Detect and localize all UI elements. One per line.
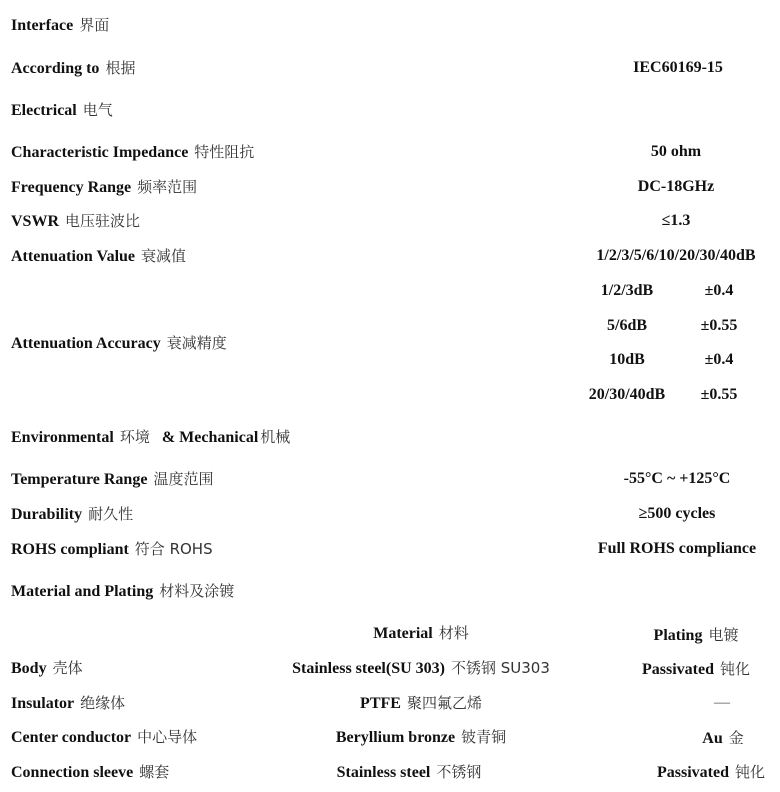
accuracy-att-cell: 5/6dB [606,317,648,334]
section-environmental [11,427,290,448]
section-label-en-2: & Mechanical [161,429,259,446]
material-cell [337,762,482,783]
section-material [11,581,234,602]
header-cn: 材料 [438,624,469,642]
material-cell [336,727,506,748]
label-cn: 温度范围 [153,470,214,488]
label-en: Frequency Range [11,179,132,196]
frequency-value: DC-18GHz [637,178,715,195]
cell-cn: 钝化 [734,763,766,781]
cell-cn: 铍青铜 [461,728,507,746]
cell-cn: 金 [728,729,744,747]
label-cn: 壳体 [52,659,83,677]
durability-label [11,504,133,525]
label-en: Durability [11,506,83,523]
cell-en: PTFE [360,695,401,712]
vswr-value: ≤1.3 [661,212,691,229]
cell-cn: 不锈钢 SU303 [450,659,550,677]
att-accuracy-label [11,333,227,354]
part-label [11,693,125,714]
label-cn: 特性阻抗 [194,143,255,161]
part-label [11,727,197,748]
section-label-en: Material and Plating [11,583,154,600]
cell-en: Beryllium bronze [335,729,456,746]
temperature-value: -55°C ~ +125°C [623,470,731,487]
plating-cell [642,659,750,680]
frequency-label [11,177,197,198]
rohs-value: Full ROHS compliance [597,540,757,557]
accuracy-att-cell: 20/30/40dB [588,386,666,403]
section-label-cn: 环境 [119,428,150,446]
label-en: ROHS compliant [11,541,129,558]
section-label-cn-2: 机械 [260,428,291,446]
cell-en: Stainless steel(SU 303) [292,660,445,677]
accuracy-acc-cell: ±0.55 [700,317,738,334]
header-en: Plating [653,627,703,644]
according-value: IEC60169-15 [633,59,723,76]
header-en: Material [373,625,433,642]
material-header [373,623,469,644]
label-en: Connection sleeve [11,764,134,781]
section-label-cn: 材料及涂镀 [159,582,235,600]
plating-cell [657,762,765,783]
accuracy-acc-cell: ±0.4 [704,351,734,368]
cell-en: Passivated [656,764,729,781]
part-label [11,762,169,783]
accuracy-att-cell: 10dB [609,351,645,368]
section-label-en: Interface [11,17,74,34]
impedance-value: 50 ohm [650,143,702,160]
cell-en: Passivated [641,661,714,678]
label-cn: 中心导体 [137,728,198,746]
section-label-en: Electrical [11,102,77,119]
section-label-cn: 界面 [79,16,110,34]
impedance-label [11,142,254,163]
label-cn: 符合 ROHS [134,540,213,558]
section-label-en: Environmental [11,429,114,446]
vswr-label [11,211,140,232]
accuracy-att-cell: 1/2/3dB [600,282,654,299]
temperature-label [11,469,213,490]
cell-cn: 不锈钢 [436,763,482,781]
accuracy-acc-cell: ±0.4 [704,282,734,299]
label-en: Center conductor [11,729,132,746]
section-electrical [11,100,113,121]
label-en: VSWR [11,213,60,230]
cell-cn: 钝化 [719,660,751,678]
label-cn: 频率范围 [137,178,198,196]
plating-header [654,625,739,646]
plating-cell [714,693,730,713]
header-cn: 电镀 [708,626,739,644]
section-interface [11,15,109,36]
cell-en: Stainless steel [336,764,431,781]
label-cn: 电压驻波比 [65,212,141,230]
label-en: Attenuation Accuracy [11,335,161,352]
section-label-cn: 电气 [82,101,113,119]
label-en: Insulator [11,695,75,712]
durability-value: ≥500 cycles [638,505,716,522]
label-en: According to [11,60,100,77]
material-cell [292,658,550,679]
accuracy-acc-cell: ±0.55 [700,386,738,403]
att-value-label [11,246,186,267]
plating-cell [702,728,743,749]
label-en: Attenuation Value [11,248,136,265]
att-value-value: 1/2/3/5/6/10/20/30/40dB [596,247,756,264]
label-en: Temperature Range [11,471,148,488]
label-cn: 衰减精度 [166,334,227,352]
label-cn: 耐久性 [88,505,134,523]
rohs-label [11,539,213,560]
label-en: Body [11,660,47,677]
material-cell [360,693,482,714]
cell-cn: 聚四氟乙烯 [406,694,482,712]
label-cn: 绝缘体 [80,694,126,712]
label-cn: 衰减值 [141,247,187,265]
label-en: Characteristic Impedance [11,144,189,161]
label-cn: 根据 [105,59,136,77]
cell-en: — [714,694,730,711]
according-label [11,58,135,79]
cell-en: Au [702,730,723,747]
label-cn: 螺套 [139,763,170,781]
part-label [11,658,83,679]
